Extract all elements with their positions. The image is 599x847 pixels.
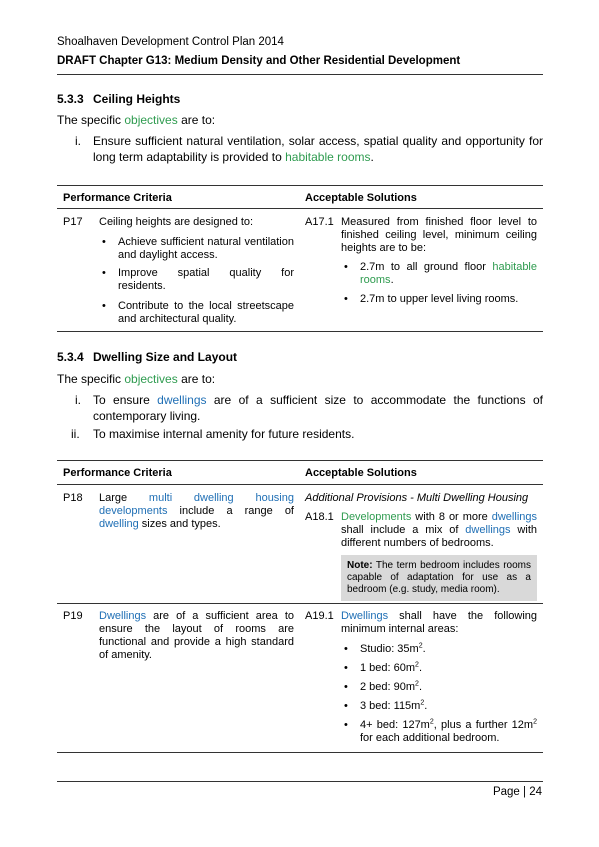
header-divider (57, 74, 543, 75)
bullet-icon: • (344, 643, 348, 655)
section-heading-534 (57, 350, 237, 364)
table-header-border (57, 484, 543, 485)
column-header: Acceptable Solutions (305, 467, 417, 479)
document-title: Shoalhaven Development Control Plan 2014 (57, 36, 284, 48)
solution-text: Measured from finished floor level to finished ceiling level, minimum ceiling heights are to be: (341, 216, 537, 254)
objective-item: i. To ensure dwellings are of a sufficient size to accommodate the functions of contemporary living. (75, 393, 543, 423)
list-item: • 2.7m to upper level living rooms. (344, 293, 519, 305)
list-item: • Studio: $35m^2$. (344, 642, 426, 655)
section-number: 5.3.4 (57, 350, 84, 364)
section-intro: The specific objectives are to: (57, 113, 216, 127)
solution-code: A19.1 (305, 610, 334, 622)
bullet-icon: • (102, 300, 106, 312)
dwellings-link[interactable]: Dwellings (99, 610, 147, 622)
table-row-border (57, 603, 543, 604)
bullet-icon: • (344, 681, 348, 693)
page-number: Page | 24 (492, 786, 542, 798)
dwellings-link[interactable]: dwellings (157, 393, 207, 407)
list-item: • Contribute to the local streetscape and architectural quality. (102, 300, 294, 325)
solution-code: A17.1 (305, 216, 334, 228)
developments-link[interactable]: Developments (341, 511, 412, 523)
bullet-icon: • (344, 261, 348, 273)
section-number: 5.3.3 (57, 92, 84, 106)
bullet-icon: • (344, 719, 348, 731)
dwellings-link[interactable]: Dwellings (341, 610, 389, 622)
objectives-link[interactable]: objectives (124, 113, 178, 127)
objectives-link[interactable]: objectives (124, 372, 178, 386)
table-bottom-border (57, 752, 543, 753)
column-header: Performance Criteria (63, 467, 172, 479)
section-intro: The specific objectives are to: (57, 372, 216, 386)
list-item: • 4+ bed: $127m^2$, plus a further $12m^2$ for each additional bedroom. (344, 718, 537, 744)
dwellings-link[interactable]: dwellings (465, 524, 511, 536)
section-heading-533 (57, 92, 180, 106)
section-title: Ceiling Heights (93, 92, 181, 106)
footer-divider (57, 781, 543, 782)
table-top-border (57, 185, 543, 186)
criteria-code: P17 (63, 216, 83, 228)
section-title: Dwelling Size and Layout (93, 350, 238, 364)
list-item: • 3 bed: $115m^2$. (344, 699, 428, 712)
column-header: Acceptable Solutions (305, 192, 417, 204)
habitable-rooms-link[interactable]: habitable rooms (285, 150, 371, 164)
criteria-code: P18 (63, 492, 83, 504)
habitable-rooms-link[interactable]: habitable rooms (360, 261, 537, 286)
list-item: • Achieve sufficient natural ventilation and daylight access. (102, 236, 294, 261)
multi-dwelling-housing-link[interactable]: multi dwelling housing developments (99, 492, 294, 517)
dwellings-link[interactable]: dwellings (491, 511, 537, 523)
bullet-icon: • (344, 700, 348, 712)
bullet-icon: • (344, 662, 348, 674)
bullet-icon: • (102, 267, 106, 279)
bullet-icon: • (344, 293, 348, 305)
table-top-border (57, 460, 543, 461)
criteria-text: Large multi dwelling housing developments include a range of dwelling sizes and types. (99, 492, 294, 530)
dwelling-link[interactable]: dwelling (99, 518, 139, 530)
table-header-border (57, 208, 543, 209)
list-item: • 2.7m to all ground floor habitable rooms. (344, 261, 537, 286)
criteria-code: P19 (63, 610, 83, 622)
criteria-text: Ceiling heights are designed to: (99, 216, 254, 228)
solution-text: Developments with 8 or more dwellings shall include a mix of dwellings with different numbers of bedrooms. (341, 511, 537, 549)
list-item: • 1 bed: $60m^2$. (344, 661, 423, 674)
objective-item: i. Ensure sufficient natural ventilation, solar access, spatial quality and opportunity for long term adaptability is provided to habitable rooms. (75, 134, 543, 164)
table-bottom-border (57, 331, 543, 332)
bullet-icon: • (102, 236, 106, 248)
provisions-heading: Additional Provisions - Multi Dwelling Housing (305, 492, 529, 504)
column-header: Performance Criteria (63, 192, 172, 204)
list-item: • 2 bed: $90m^2$. (344, 680, 423, 693)
chapter-title: DRAFT Chapter G13: Medium Density and Other Residential Development (57, 55, 461, 67)
objective-item: ii. To maximise internal amenity for future residents. (71, 427, 355, 441)
solution-text: Dwellings shall have the following minimum internal areas: (341, 610, 537, 635)
note-box: Note: The term bedroom includes rooms capable of adaptation for use as a bedroom (e.g. study, media room). (341, 555, 537, 601)
criteria-text: Dwellings are of a sufficient area to ensure the layout of rooms are functional and provide a high standard of amenity. (99, 610, 294, 661)
solution-code: A18.1 (305, 511, 334, 523)
list-item: • Improve spatial quality for residents. (102, 267, 294, 292)
